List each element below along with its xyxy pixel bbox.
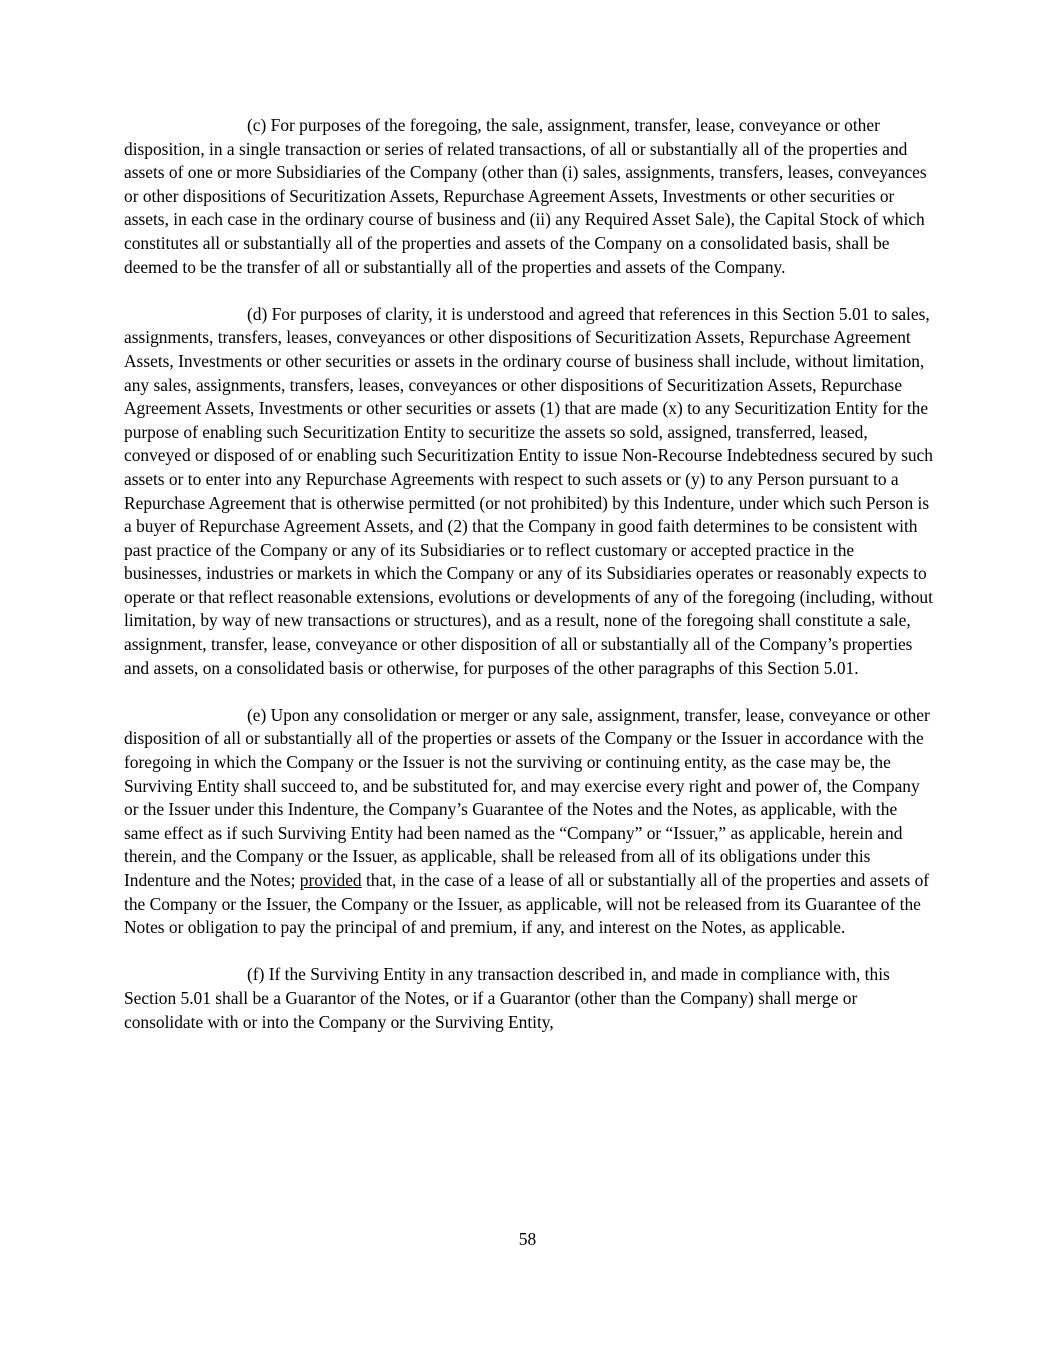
paragraph-e	[124, 704, 934, 940]
underlined-text-run: provided	[299, 870, 362, 890]
text-run: (f) If the Surviving Entity in any transaction described in, and made in compliance with, this Section 5.01 shall be a Guarantor of the Notes, or if a Guarantor (other than the Company) shall merge or consolidate with or into the Company or the Surviving Entity,	[124, 964, 890, 1032]
text-run: (d) For purposes of clarity, it is understood and agreed that references in this Section 5.01 to sales, assignments, transfers, leases, conveyances or other dispositions of Securitization Assets, Repurchase Agreement Assets, Investments or other securities or assets in the ordinary course of business shall include, without limitation, any sales, assignments, transfers, leases, conveyances or other dispositions of Securitization Assets, Repurchase Agreement Assets, Investments or other securities or assets (1) that are made (x) to any Securitization Entity for the purpose of enabling such Securitization Entity to securitize the assets so sold, assigned, transferred, leased, conveyed or disposed of or enabling such Securitization Entity to issue Non-Recourse Indebtedness secured by such assets or to enter into any Repurchase Agreements with respect to such assets or (y) to any Person pursuant to a Repurchase Agreement that is otherwise permitted (or not prohibited) by this Indenture, under which such Person is a buyer of Repurchase Agreement Assets, and (2) that the Company in good faith determines to be consistent with past practice of the Company or any of its Subsidiaries or to reflect customary or accepted practice in the businesses, industries or markets in which the Company or any of its Subsidiaries operates or reasonably expects to operate or that reflect reasonable extensions, evolutions or developments of any of the foregoing (including, without limitation, by way of new transactions or structures), and as a result, none of the foregoing shall constitute a sale, assignment, transfer, lease, conveyance or other disposition of all or substantially all of the Company’s properties and assets, on a consolidated basis or otherwise, for purposes of the other paragraphs of this Section 5.01.	[124, 303, 933, 678]
document-body	[124, 114, 934, 1034]
page-number: 58	[518, 1229, 537, 1249]
text-run: (e) Upon any consolidation or merger or any sale, assignment, transfer, lease, conveyance or other disposition of all or substantially all of the properties or assets of the Company or the Issuer in accordance with the foregoing in which the Company or the Issuer is not the surviving or continuing entity, as the case may be, the Surviving Entity shall succeed to, and be substituted for, and may exercise every right and power of, the Company or the Issuer under this Indenture, the Company’s Guarantee of the Notes and the Notes, as applicable, with the same effect as if such Surviving Entity had been named as the “Company” or “Issuer,” as applicable, herein and therein, and the Company or the Issuer, as applicable, shall be released from all of its obligations under this Indenture and the Notes;	[124, 704, 930, 890]
paragraph-f	[124, 963, 934, 1034]
paragraph-c	[124, 114, 934, 279]
text-run: (c) For purposes of the foregoing, the sale, assignment, transfer, lease, conveyance or other disposition, in a single transaction or series of related transactions, of all or substantially all of the properties and assets of one or more Subsidiaries of the Company (other than (i) sales, assignments, transfers, leases, conveyances or other dispositions of Securitization Assets, Repurchase Agreement Assets, Investments or other securities or assets, in each case in the ordinary course of business and (ii) any Required Asset Sale), the Capital Stock of which constitutes all or substantially all of the properties and assets of the Company on a consolidated basis, shall be deemed to be the transfer of all or substantially all of the properties and assets of the Company.	[124, 115, 927, 277]
paragraph-d	[124, 303, 934, 681]
text-run: that, in the case of a lease of all or substantially all of the properties and assets of the Company or the Issuer, the Company or the Issuer, as applicable, will not be released from its Guarantee of the Notes or obligation to pay the principal of and premium, if any, and interest on the Notes, as applicable.	[124, 870, 930, 938]
